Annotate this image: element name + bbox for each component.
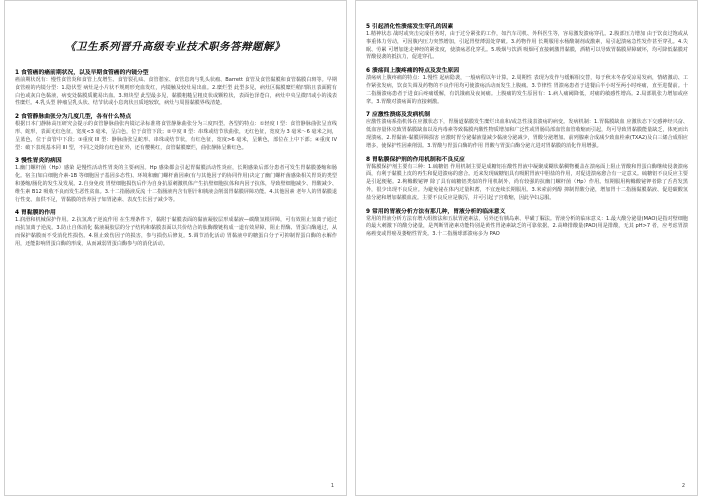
section-body: 溃疡病上腹疼痛的特点：1.慢性 起病隐袭，一般病程以年计算。2.周期性 表现为发作与缓解相交替，每于秋末冬春受凉易发病，情绪激动、工作紧张发病，饮食失调及药物的不良作用均可使溃疡活动而发生上腹痛。3.节律性 胃溃疡患者于进餐后半小时至两小时疼痛，直至进餐前。十二指肠溃疡患者于进食后疼痛缓解，有饥饿痛及夜间痛。上腹痛的发生原因有：1.病人痛阈降低，对痛的敏感性增高。2.局部肌张力增加或痉挛。3.胃酸对溃疡面的直接刺激。 bbox=[366, 75, 688, 105]
section-body: 癌前期状况有：慢性食管炎和食管上皮增生、食管裂孔疝、食管憩室、食管息肉与乳头状瘤、Barrett 食管及食管黏膜和食管黏膜白斑等。早期食管癌的内镜分型：1.隐伏型 病灶是小片状不规则形充血发红，内镜触及较灶易出血。2.糜烂型 此型多见，病灶区黏膜糜烂稍凹陷且表面附有白色或灰白色黏液，病变处黏膜质脆易出血。3.斑块型 此型最多见，黏膜粗糙呈粗皮状或颗粒状，表面色泽苍白，病灶中央呈微凹或小的浅表性糜烂。4.乳头型 肿瘤呈乳头状、结节状或小息肉状且质地较软，病灶与周围黏膜界线清楚。 bbox=[15, 77, 337, 107]
section-body: 1.精神状态 战时或突击完成任务时，由于过分紧张的工作，如汽车司机、外科医生等，容易激发溃疡穿孔。2.腹部压力增加 由于饮食过饱或从事重体力劳动，可因腹内压力突然增加，引起胃壁薄弱处穿破。3.药物作用 长期服用水杨酸制剂或激素，易引起溃疡急性发作甚至穿孔。4.失眠、劳累 可增加迷走神经的紧张度，使溃疡恶化穿孔。5.吸烟与饮酒 吸烟可直接刺激胃黏膜，酒精可以导致胃黏膜屏障破坏，均可降低黏膜对胃酸侵袭的抵抗力，促进穿孔。 bbox=[366, 31, 688, 61]
section-heading: 6 溃疡间上腹疼痛的特点及发生原因 bbox=[366, 68, 460, 75]
document-page-left bbox=[4, 0, 347, 496]
section-heading: 7 应激性溃疡及发病机制 bbox=[366, 112, 431, 119]
right-column bbox=[366, 23, 688, 239]
section-body: 应激性溃疡系指机体在应激状态下，胃肠道黏膜发生糜烂出血和/或急性浅表溃疡的病变。发病机制：1.胃黏膜缺血 应激状态下交感神经兴奋、低血容量休克致胃黏膜缺血以及内毒素等致黏膜内酸性物质增加和广泛性或胃肠局部血管血管收缩而引起，均可导致胃黏膜能量缺乏，体死而出现溃疡。2.胃黏液-黏膜屏障损害 应激时胃分泌黏液量减少黏液分泌减少，胃酸分泌增加。前列腺素合成减少致血栓素(TXA2)及白三烯合成相应增多，使保护性因素削弱。3.胃酸与胃蛋白酶的作用 胃酸与胃蛋白酶分泌亢进对胃黏膜的消化作用增强。 bbox=[366, 119, 688, 149]
page-number: 1 bbox=[330, 483, 334, 489]
section-heading: 9 常用的胃液分析方法有那几种，胃液分析的临床意义 bbox=[366, 208, 506, 215]
section-heading: 4 胃黏膜的作用 bbox=[15, 210, 56, 217]
section-heading: 3 慢性胃炎的病因 bbox=[15, 158, 62, 165]
section-heading: 8 胃粘膜保护剂的作用机制和不良反应 bbox=[366, 156, 465, 163]
document-title: 《卫生系列晋升高级专业技术职务答辩题解》 bbox=[65, 41, 285, 53]
section-body: 1.润滑和机械保护作用。2.抗氢离子逆流作用 在生理条件下，黏附于黏膜表面的黏液凝胶层形成黏液—碳酸氢根屏障，可有效阻止氢离子通过而抗氢离子逆流。3.防止自体消化 黏液凝胶层的分子结构和黏膜表面以共价结合的肽酶酸链构成一道有效屏障，阻止胃酶、胃蛋白酶通过，从而保护黏膜而不受消化性损伤。4.阻止致伤因子的损害，参与损伤后修复。5.调节消化活动 胃黏液中的糖蛋白分子可抑制胃蛋白酶的水解作用，还能影响胃蛋白酶的形成，从而减弱胃蛋白酶参与的消化活动。 bbox=[15, 217, 337, 247]
section-heading: 5 引起消化性溃疡发生穿孔的因素 bbox=[366, 24, 454, 30]
section-body: 根据日本门静脉高压研究会提示的食管静脉曲张内镜记录标准将食管静脉曲张分为三度四型。各型的特点：①轻度 I 型：食管静脉曲张呈直线形、蛇形，表面无红色征，宽度<3 毫米，呈白色，位于食管下段；②中度 II 型：串珠或结节状曲张，无红色征，宽度为 3 毫米～6 毫米之间，呈蓝色，位于食管中下段；③重度 III 型：静脉曲张呈蛇形、串珠或结节状，有红色征，宽度>6 毫米，呈紫色，部位在上中下部；④重度 IV 型：破下表现基本同 III 型，不同之处除有红色征外，还有樱桃红，食管黏膜糜烂，曲张静脉呈紫红色。 bbox=[15, 121, 337, 151]
document-page-right bbox=[355, 0, 698, 496]
section-heading: 1 食管癌的癌前期状况，以及早期食管癌的内镜分型 bbox=[15, 70, 149, 76]
left-column bbox=[15, 69, 337, 249]
section-body: 1.幽门螺杆菌（Hp）感染 是慢性活动性胃炎的主要病因。Hp 感染都会引起胃黏膜活动性炎症，长期感染后部分患者可发生胃黏膜萎缩和肠化。宿主(如白细胞介素-1B 等细胞因子基因多态性)、环境和幽门螺杆菌因素(有与其他因子的协同作用)决定了幽门螺杆菌感染相关胃炎的类型和萎缩/肠化的发生及发展。2.自身免疫 胃壁细胞损伤后作为自身抗原刺激机体产生抗壁细胞抗体和内因子抗体，导致壁细胞减少、胃酸减少、维生素 B12 吸收不良而发生恶性贫血。3.十二指肠液反流 十二指肠液内含有胆汁和胰液会削弱胃黏膜屏障功能。4.其他因素 老年人的胃黏膜退行性变、血供不足，胃黏膜的营养因子如胃泌素、表皮生长因子减少等。 bbox=[15, 165, 337, 203]
section-body: 胃黏膜保护剂主要有三种：1.硫糖铝 作用机制主要是成糖铝在酸性胃液中凝聚成糊状黏稠物覆盖在溃疡面上阻止胃酸和胃蛋白酶继续侵袭溃疡面，有利于黏膜上皮的再生和促进溃疡的愈合。近来发现硫糖铝具有吸附胃液中胆盐的作用，对促进溃疡愈合有一定意义。硫糖铝不良反应主要是引起便秘。2.枸橼酸铋钾 除了具有硫糖铝类似的作用机制外，尚有较强的抗幽门螺杆菌（Hp）作用。短期服用枸橼酸铋钾者除了舌苔发黑外，很少出现不良反应。为避免铋在体内过量积蓄，不宜连续长期服用。3.米索前列醇 抑制胃酸分泌，增加胃十二指肠黏膜黏液、促进碳酸氢盐分泌和增加黏膜血流。主要不良反应是腹泻，并可引起子宫收缩，因此孕妇忌服。 bbox=[366, 163, 688, 201]
section-heading: 2 食管静脉曲张分为几度几型，各有什么特点 bbox=[15, 114, 132, 121]
page-number: 2 bbox=[681, 483, 685, 489]
section-body: 常用的胃液分析方法有增大组胺法和五肽胃泌素法，另外还有胰岛素、甲磺丁脲法。胃液分析的临床意义：1.最大酸分泌量(MAO)是指对壁细胞的最大刺激下的酸分泌量，是判断胃泌素功能特别是黄性胃泌素缺乏的可靠依据。2.高峰排酸量(PAO)用是排酸，无其 pH>7 者，应考虑胃溃疡癌变或胃癌及萎缩性胃炎。3.十二指肠球部溃疡多为 PAO bbox=[366, 215, 688, 238]
